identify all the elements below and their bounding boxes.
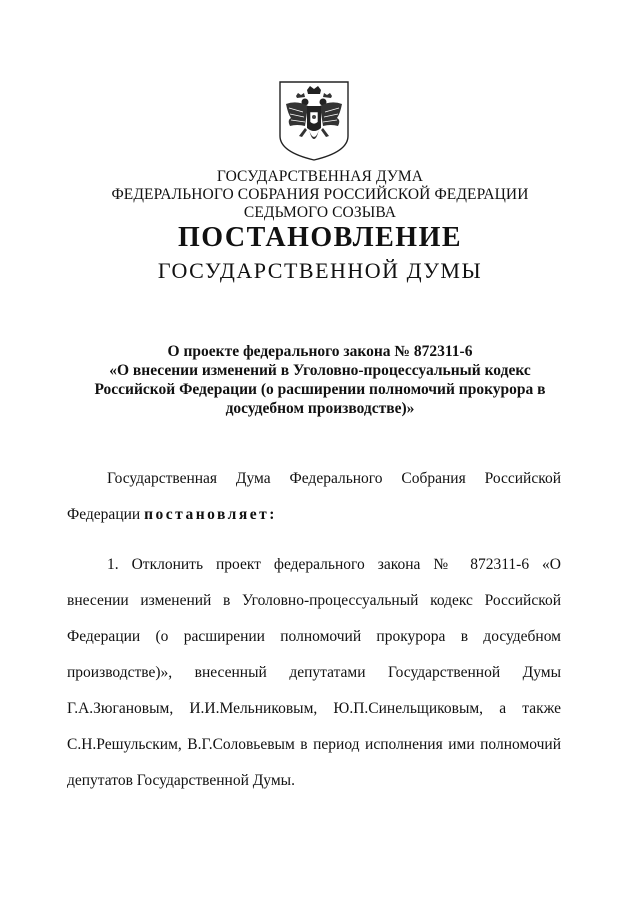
subject-line-1: О проекте федерального закона № 872311-6 <box>167 343 473 360</box>
subject-line-4: досудебном производстве)» <box>225 400 415 417</box>
preamble-line-2 <box>67 506 561 524</box>
subject-line-2: «О внесении изменений в Уголовно-процессуальный кодекс <box>109 362 531 379</box>
header-line-1: ГОСУДАРСТВЕННАЯ ДУМА <box>216 168 424 185</box>
header-line-3: СЕДЬМОГО СОЗЫВА <box>243 204 397 221</box>
document-subtitle: ГОСУДАРСТВЕННОЙ ДУМЫ <box>157 258 483 283</box>
preamble-resolves: постановляет: <box>144 506 277 523</box>
issuer-header <box>60 168 580 222</box>
preamble-line-1: Государственная Дума Федерального Собрания Российской <box>107 470 561 487</box>
clause-1-line-2: внесении изменений в Уголовно-процессуальный кодекс Российской <box>67 592 561 609</box>
preamble-line-2-start: Федерации <box>67 506 145 523</box>
clause-1-line-3: Федерации (о расширении полномочий прокурора в досудебном <box>67 628 561 645</box>
document-title: ПОСТАНОВЛЕНИЕ <box>177 222 463 253</box>
header-line-2: ФЕДЕРАЛЬНОГО СОБРАНИЯ РОССИЙСКОЙ ФЕДЕРАЦИИ <box>111 186 529 203</box>
coat-of-arms-icon <box>277 80 351 162</box>
clause-1-line-6: С.Н.Решульским, В.Г.Соловьевым в период исполнения ими полномочий <box>67 736 561 753</box>
subject-line-3: Российской Федерации (о расширении полномочий прокурора в <box>94 381 546 398</box>
clause-1-line-1: 1. Отклонить проект федерального закона № 872311-6 «О <box>107 556 561 573</box>
clause-1-line-7: депутатов Государственной Думы. <box>67 772 295 789</box>
clause-1-line-5: Г.А.Зюгановым, И.И.Мельниковым, Ю.П.Синельщиковым, а также <box>67 700 561 717</box>
document-subject <box>80 342 560 418</box>
clause-1-line-4: производстве)», внесенный депутатами Государственной Думы <box>67 664 561 681</box>
